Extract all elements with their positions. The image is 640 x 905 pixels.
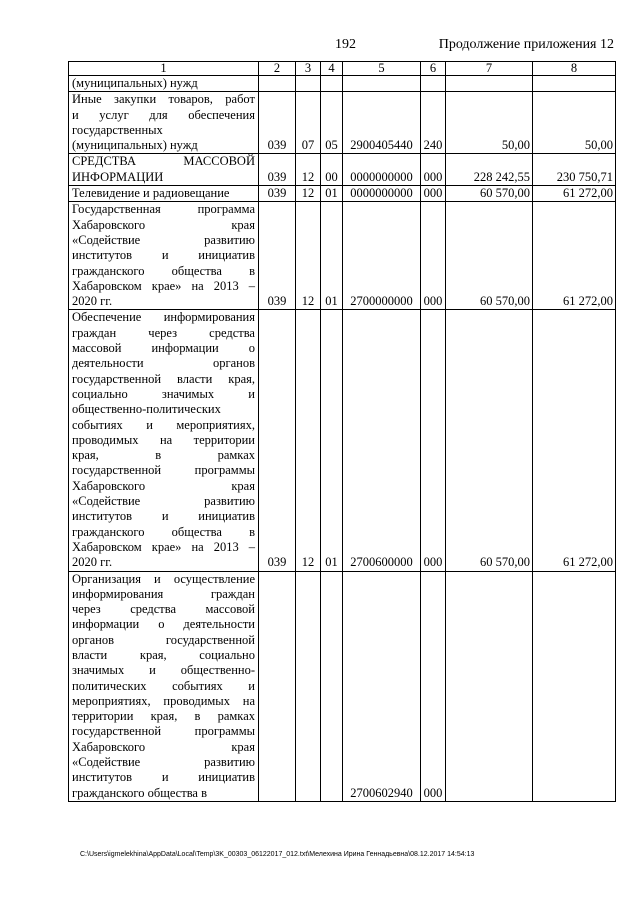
row-name-line: власти края, социально [72, 647, 255, 662]
expense-type-cell: 000 [421, 154, 446, 186]
row-name-line: Хабаровском крае» на 2013 – [72, 278, 255, 293]
row-name-line: проводимых на территории [72, 432, 255, 447]
column-header: 3 [296, 62, 321, 76]
target-article-cell: 2700602940 [343, 571, 421, 801]
row-name-line: государственной программы [72, 724, 255, 739]
row-name-line: гражданского общества в [72, 785, 208, 800]
section-cell [296, 76, 321, 92]
table-row [69, 154, 616, 186]
row-name-line: края, в рамках [72, 448, 255, 463]
section-cell [296, 571, 321, 801]
grbs-cell: 039 [259, 92, 296, 154]
row-name-cell [69, 186, 259, 202]
table-row [69, 92, 616, 154]
row-name-line: (муниципальных) нужд [72, 138, 198, 153]
amount-2019-cell [533, 571, 616, 801]
row-name-line: Хабаровского края [72, 217, 255, 232]
column-header: 4 [321, 62, 343, 76]
amount-2018-cell: 60 570,00 [446, 310, 533, 571]
grbs-cell [259, 571, 296, 801]
amount-2018-cell: 50,00 [446, 92, 533, 154]
amount-2018-cell [446, 571, 533, 801]
row-name-line: социально значимых и [72, 386, 255, 401]
row-name-line: информации о деятельности [72, 617, 255, 632]
row-name-line: государственной власти края, [72, 371, 255, 386]
continuation-label: Продолжение приложения 12 [438, 37, 614, 52]
row-name-line: Организация и осуществление [72, 571, 255, 586]
section-cell: 07 [296, 92, 321, 154]
row-name-line: информирования граждан [72, 586, 255, 601]
row-name-cell [69, 154, 259, 186]
amount-2018-cell [446, 76, 533, 92]
row-name-line: СРЕДСТВА МАССОВОЙ [72, 154, 255, 169]
row-name-line: «Содействие развитию [72, 755, 255, 770]
row-name-line: 2020 гг. [72, 294, 113, 309]
expense-type-cell: 000 [421, 571, 446, 801]
row-name-cell [69, 92, 259, 154]
column-header: 2 [259, 62, 296, 76]
row-name-line: «Содействие развитию [72, 232, 255, 247]
row-name-line: Хабаровского края [72, 478, 255, 493]
amount-2018-cell: 228 242,55 [446, 154, 533, 186]
expense-type-cell: 000 [421, 310, 446, 571]
expense-type-cell: 240 [421, 92, 446, 154]
grbs-cell [259, 76, 296, 92]
row-name-cell [69, 76, 259, 92]
amount-2018-cell: 60 570,00 [446, 202, 533, 310]
section-cell: 12 [296, 310, 321, 571]
expense-type-cell [421, 76, 446, 92]
budget-table [68, 61, 616, 802]
row-name-line: Телевидение и радиовещание [72, 186, 230, 201]
amount-2019-cell: 50,00 [533, 92, 616, 154]
subsection-cell: 05 [321, 92, 343, 154]
column-header: 8 [533, 62, 616, 76]
row-name-line: институтов и инициатив [72, 248, 255, 263]
column-header: 7 [446, 62, 533, 76]
row-name-cell [69, 310, 259, 571]
subsection-cell [321, 571, 343, 801]
target-article-cell: 2900405440 [343, 92, 421, 154]
table-row [69, 76, 616, 92]
section-cell: 12 [296, 186, 321, 202]
row-name-line: гражданского общества в [72, 524, 255, 539]
row-name-line: гражданского общества в [72, 263, 255, 278]
target-article-cell: 2700000000 [343, 202, 421, 310]
section-cell: 12 [296, 202, 321, 310]
row-name-line: «Содействие развитию [72, 494, 255, 509]
row-name-line: органов государственной [72, 632, 255, 647]
row-name-line: мероприятиях, проводимых на [72, 693, 255, 708]
row-name-line: массовой информации о [72, 341, 255, 356]
row-name-cell [69, 571, 259, 801]
expense-type-cell: 000 [421, 186, 446, 202]
subsection-cell: 01 [321, 310, 343, 571]
table-row [69, 186, 616, 202]
grbs-cell: 039 [259, 186, 296, 202]
grbs-cell: 039 [259, 154, 296, 186]
row-name-line: событиях и мероприятиях, [72, 417, 255, 432]
amount-2019-cell: 230 750,71 [533, 154, 616, 186]
row-name-line: граждан через средства [72, 325, 255, 340]
row-name-line: значимых и общественно- [72, 663, 255, 678]
row-name-line: государственной программы [72, 463, 255, 478]
amount-2019-cell: 61 272,00 [533, 202, 616, 310]
row-name-line: ИНФОРМАЦИИ [72, 169, 164, 184]
row-name-line: общественно-политических [72, 402, 221, 417]
row-name-line: Государственная программа [72, 202, 255, 217]
column-header: 1 [69, 62, 259, 76]
amount-2018-cell: 60 570,00 [446, 186, 533, 202]
target-article-cell: 0000000000 [343, 154, 421, 186]
row-name-line: и услуг для обеспечения [72, 107, 255, 122]
expense-type-cell: 000 [421, 202, 446, 310]
column-header: 5 [343, 62, 421, 76]
amount-2019-cell: 61 272,00 [533, 186, 616, 202]
amount-2019-cell: 61 272,00 [533, 310, 616, 571]
file-path-footer: C:\Users\igmelekhina\AppData\Local\Temp\3K_00303_06122017_012.txt\Мелехина Ирина Геннадьевна\08.12.2017 14:54:13 [80, 851, 475, 858]
row-name-line: Иные закупки товаров, работ [72, 92, 255, 107]
subsection-cell [321, 76, 343, 92]
grbs-cell: 039 [259, 310, 296, 571]
row-name-line: политических событиях и [72, 678, 255, 693]
table-row [69, 310, 616, 571]
grbs-cell: 039 [259, 202, 296, 310]
section-cell: 12 [296, 154, 321, 186]
subsection-cell: 01 [321, 202, 343, 310]
subsection-cell: 01 [321, 186, 343, 202]
row-name-line: институтов и инициатив [72, 509, 255, 524]
row-name-line: (муниципальных) нужд [72, 76, 198, 90]
table-row [69, 571, 616, 801]
target-article-cell: 0000000000 [343, 186, 421, 202]
row-name-line: институтов и инициатив [72, 770, 255, 785]
table-row [69, 202, 616, 310]
row-name-line: деятельности органов [72, 356, 255, 371]
amount-2019-cell [533, 76, 616, 92]
column-header: 6 [421, 62, 446, 76]
row-name-cell [69, 202, 259, 310]
row-name-line: Обеспечение информирования [72, 310, 255, 325]
row-name-line: Хабаровском крае» на 2013 – [72, 539, 255, 554]
row-name-line: территории края, в рамках [72, 709, 255, 724]
row-name-line: 2020 гг. [72, 555, 113, 570]
page-number: 192 [335, 37, 356, 52]
row-name-line: государственных [72, 122, 163, 137]
row-name-line: Хабаровского края [72, 739, 255, 754]
target-article-cell [343, 76, 421, 92]
subsection-cell: 00 [321, 154, 343, 186]
row-name-line: через средства массовой [72, 602, 255, 617]
column-header-row [69, 62, 616, 76]
target-article-cell: 2700600000 [343, 310, 421, 571]
